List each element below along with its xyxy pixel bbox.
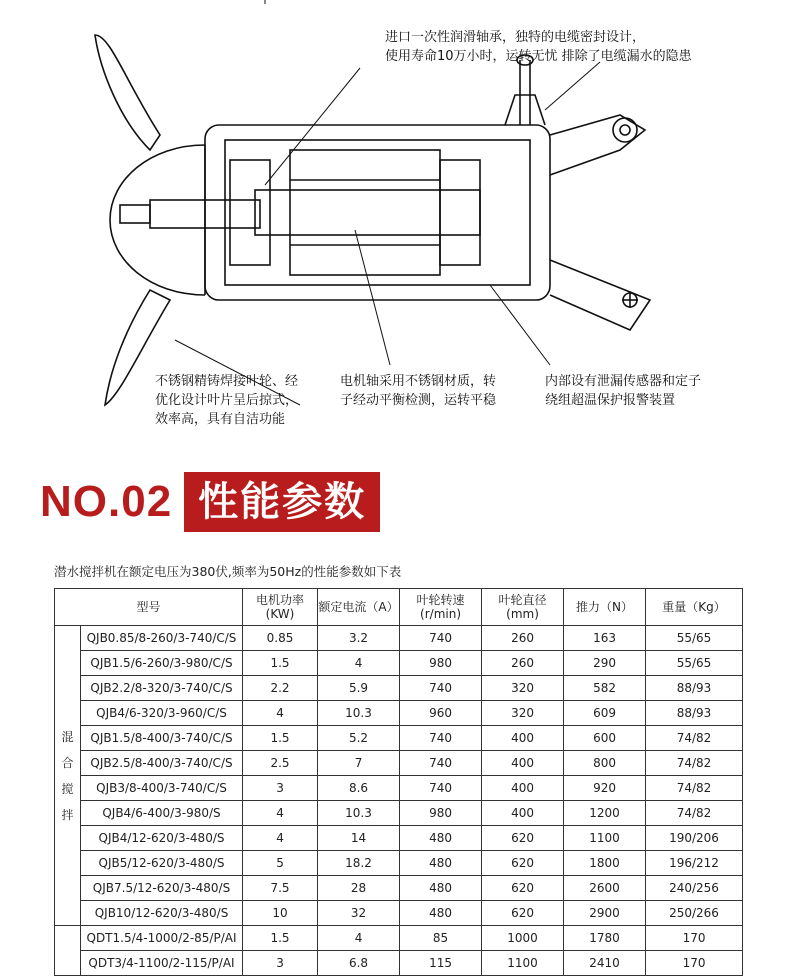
cell-power: 2.5 (243, 751, 318, 776)
cell-model: QJB3/8-400/3-740/C/S (81, 776, 243, 801)
cell-current: 10.3 (318, 701, 400, 726)
cell-diameter: 620 (482, 876, 564, 901)
cell-thrust: 2600 (564, 876, 646, 901)
cell-current: 5.2 (318, 726, 400, 751)
cell-current: 4 (318, 651, 400, 676)
cell-current: 6.8 (318, 951, 400, 976)
cell-speed: 740 (400, 751, 482, 776)
cell-diameter: 400 (482, 801, 564, 826)
cell-diameter: 1000 (482, 926, 564, 951)
cell-thrust: 600 (564, 726, 646, 751)
cell-current: 5.9 (318, 676, 400, 701)
cell-speed: 740 (400, 776, 482, 801)
cell-power: 4 (243, 826, 318, 851)
cell-power: 0.85 (243, 626, 318, 651)
cell-diameter: 620 (482, 851, 564, 876)
cell-thrust: 2410 (564, 951, 646, 976)
cell-current: 14 (318, 826, 400, 851)
intro-text: 潜水搅拌机在额定电压为380伏,频率为50Hz的性能参数如下表 (54, 564, 402, 579)
annotation-shaft: 电机轴采用不锈钢材质，转 子经动平衡检测，运转平稳 (340, 374, 497, 408)
cell-model: QJB2.5/8-400/3-740/C/S (81, 751, 243, 776)
rotor (255, 190, 480, 235)
cell-model: QJB10/12-620/3-480/S (81, 901, 243, 926)
cell-weight: 170 (646, 926, 743, 951)
table-header-row (55, 589, 743, 626)
cell-power: 1.5 (243, 651, 318, 676)
group-label (55, 926, 81, 976)
cell-weight: 55/65 (646, 651, 743, 676)
header-weight: 重量（Kg） (646, 589, 743, 626)
cell-speed: 85 (400, 926, 482, 951)
cell-thrust: 582 (564, 676, 646, 701)
cell-model: QJB7.5/12-620/3-480/S (81, 876, 243, 901)
header-speed: 叶轮转速 (r/min) (400, 589, 482, 626)
cell-speed: 480 (400, 826, 482, 851)
impeller-blade-top (95, 35, 160, 150)
table-row (55, 776, 743, 801)
cell-model: QJB4/12-620/3-480/S (81, 826, 243, 851)
cell-power: 7.5 (243, 876, 318, 901)
cell-speed: 960 (400, 701, 482, 726)
cell-speed: 480 (400, 851, 482, 876)
impeller-hub (110, 145, 205, 295)
cell-thrust: 920 (564, 776, 646, 801)
cell-speed: 980 (400, 801, 482, 826)
table-row (55, 701, 743, 726)
cell-diameter: 260 (482, 651, 564, 676)
table-row (55, 626, 743, 651)
header-thrust: 推力（N） (564, 589, 646, 626)
cell-speed: 980 (400, 651, 482, 676)
cell-power: 1.5 (243, 926, 318, 951)
cell-weight: 74/82 (646, 776, 743, 801)
table-row (55, 951, 743, 976)
cell-thrust: 1200 (564, 801, 646, 826)
cell-weight: 88/93 (646, 701, 743, 726)
cell-speed: 740 (400, 676, 482, 701)
table-row (55, 676, 743, 701)
annotation-bearing-seal: 进口一次性润滑轴承，独特的电缆密封设计， 使用寿命10万小时，运转无忧 排除了电缆漏水的隐患 (385, 30, 692, 64)
cell-model: QDT1.5/4-1000/2-85/P/AI (81, 926, 243, 951)
cell-thrust: 609 (564, 701, 646, 726)
header-diameter: 叶轮直径 (mm) (482, 589, 564, 626)
cell-diameter: 320 (482, 676, 564, 701)
group-label: 混 合 搅 拌 (55, 626, 81, 926)
cell-power: 1.5 (243, 726, 318, 751)
cell-diameter: 320 (482, 701, 564, 726)
cell-current: 4 (318, 926, 400, 951)
cable-gland (505, 95, 545, 125)
mounting-bracket (550, 115, 650, 330)
table-body (55, 626, 743, 976)
cell-power: 4 (243, 801, 318, 826)
table-row (55, 651, 743, 676)
cell-diameter: 260 (482, 626, 564, 651)
table-row (55, 901, 743, 926)
cell-speed: 115 (400, 951, 482, 976)
annotation-sensor: 内部设有泄漏传感器和定子 绕组超温保护报警装置 (545, 374, 702, 408)
header-model: 型号 (55, 589, 243, 626)
cell-diameter: 400 (482, 776, 564, 801)
section-heading (40, 472, 380, 532)
cell-thrust: 2900 (564, 901, 646, 926)
table-row (55, 926, 743, 951)
cell-weight: 196/212 (646, 851, 743, 876)
cell-model: QJB4/6-400/3-980/S (81, 801, 243, 826)
cell-weight: 74/82 (646, 751, 743, 776)
cell-power: 4 (243, 701, 318, 726)
table-row (55, 801, 743, 826)
header-current: 额定电流（A） (318, 589, 400, 626)
cell-model: QDT3/4-1100/2-115/P/AI (81, 951, 243, 976)
cell-model: QJB0.85/8-260/3-740/C/S (81, 626, 243, 651)
section-title: 性能参数 (184, 472, 380, 532)
header-power: 电机功率 (KW) (243, 589, 318, 626)
cell-weight: 190/206 (646, 826, 743, 851)
cell-weight: 240/256 (646, 876, 743, 901)
motor-housing (205, 125, 550, 300)
cell-model: QJB1.5/8-400/3-740/C/S (81, 726, 243, 751)
cell-model: QJB1.5/6-260/3-980/C/S (81, 651, 243, 676)
cell-thrust: 163 (564, 626, 646, 651)
table-row (55, 826, 743, 851)
cell-thrust: 1800 (564, 851, 646, 876)
cell-speed: 480 (400, 901, 482, 926)
cell-thrust: 800 (564, 751, 646, 776)
table-row (55, 876, 743, 901)
table-row (55, 726, 743, 751)
cell-speed: 740 (400, 626, 482, 651)
cell-weight: 74/82 (646, 801, 743, 826)
cell-diameter: 400 (482, 726, 564, 751)
cell-power: 3 (243, 951, 318, 976)
cell-weight: 88/93 (646, 676, 743, 701)
cell-current: 32 (318, 901, 400, 926)
cell-current: 10.3 (318, 801, 400, 826)
cell-power: 5 (243, 851, 318, 876)
table-row (55, 851, 743, 876)
cell-weight: 55/65 (646, 626, 743, 651)
cell-weight: 170 (646, 951, 743, 976)
cell-speed: 480 (400, 876, 482, 901)
cell-current: 28 (318, 876, 400, 901)
section-number: NO.02 (40, 477, 173, 526)
cell-weight: 250/266 (646, 901, 743, 926)
cell-model: QJB4/6-320/3-960/C/S (81, 701, 243, 726)
cell-diameter: 620 (482, 901, 564, 926)
cell-model: QJB2.2/8-320/3-740/C/S (81, 676, 243, 701)
cell-weight: 74/82 (646, 726, 743, 751)
table-row (55, 751, 743, 776)
cell-current: 18.2 (318, 851, 400, 876)
cell-thrust: 290 (564, 651, 646, 676)
performance-table (54, 588, 743, 976)
cell-diameter: 620 (482, 826, 564, 851)
cell-model: QJB5/12-620/3-480/S (81, 851, 243, 876)
stator (290, 150, 440, 275)
cell-current: 3.2 (318, 626, 400, 651)
cell-power: 10 (243, 901, 318, 926)
cell-power: 3 (243, 776, 318, 801)
cell-thrust: 1780 (564, 926, 646, 951)
cell-diameter: 400 (482, 751, 564, 776)
cell-power: 2.2 (243, 676, 318, 701)
cell-current: 7 (318, 751, 400, 776)
annotation-impeller: 不锈钢精铸焊接叶轮、经 优化设计叶片呈后掠式， 效率高，具有自洁功能 (155, 374, 299, 427)
cell-speed: 740 (400, 726, 482, 751)
cell-thrust: 1100 (564, 826, 646, 851)
cell-diameter: 1100 (482, 951, 564, 976)
cell-current: 8.6 (318, 776, 400, 801)
